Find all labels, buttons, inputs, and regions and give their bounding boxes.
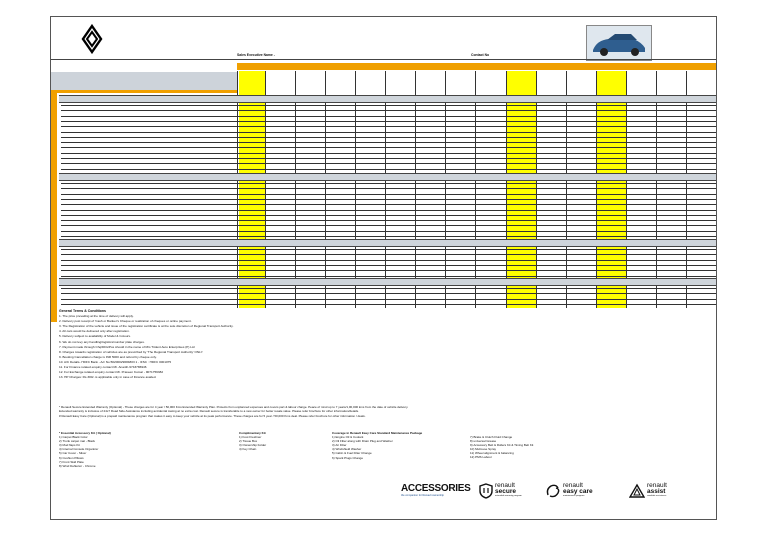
table-row xyxy=(61,153,716,154)
col-line xyxy=(265,71,266,308)
col-line xyxy=(656,71,657,308)
table-row xyxy=(61,288,716,289)
table-row xyxy=(61,231,716,232)
sales-executive-label: Sales Executive Name - xyxy=(237,53,275,57)
assist-word-1: renault xyxy=(647,482,667,489)
table-row xyxy=(61,210,716,211)
assist-triangle-icon xyxy=(629,483,645,499)
list-item: 2) Oil Filter along with Drain Plug and Washer xyxy=(332,439,393,444)
terms-item: 11. For Finance related enquiry contact Mr. Ananth-9743786946 xyxy=(59,365,147,370)
table-row xyxy=(61,276,716,277)
list-item: 4) Key Chain xyxy=(239,447,257,452)
terms-item: 2. Delivery post receipt of 'Cash or Banker's Cheque or realization of cheques or online payment. xyxy=(59,319,192,324)
table-row xyxy=(61,299,716,300)
table-row xyxy=(61,105,716,106)
warranty-notes xyxy=(59,405,709,418)
section-band xyxy=(59,95,716,103)
list-item: 2) Tissue Box xyxy=(239,439,258,444)
col-line xyxy=(325,71,326,308)
col-line xyxy=(566,71,567,308)
table-row xyxy=(61,199,716,200)
col-line xyxy=(596,71,597,308)
highlight-column-3 xyxy=(596,71,626,308)
col-line xyxy=(355,71,356,308)
section-band xyxy=(59,278,716,286)
terms-item: 8. Charges towards registration of vehicles are as prescribed by 'The Regional Transport Authority' ONLY. xyxy=(59,349,204,354)
terms-item: 10. A/C Details- HDFC Bank - A/c No:50200029684803 1 - IFSC : HDFC 0001075 xyxy=(59,359,172,364)
accessory-kit-list xyxy=(59,431,234,468)
terms-item: 13. HP Charges: Rs.300/- is applicable only in case of Finance availed. xyxy=(59,375,157,380)
list-item: 1) Engine Oil & Coolant xyxy=(332,435,364,440)
list-item: 11) Wheel alignment & balancing xyxy=(470,451,514,456)
table-row xyxy=(61,220,716,221)
col-line xyxy=(295,71,296,308)
col-line xyxy=(506,71,507,308)
list-item: 4) Windshield Washer xyxy=(332,447,362,452)
secure-word-1: renault xyxy=(495,482,515,489)
terms-title: General Terms & Conditions xyxy=(59,309,106,313)
section-band xyxy=(59,173,716,181)
col-line xyxy=(475,71,476,308)
easy-word-1: renault xyxy=(563,482,583,489)
terms-item: 12. For Exchange related enquiry contact Mr. Praveen Kumar - 9071759382 xyxy=(59,370,164,375)
table-row xyxy=(61,126,716,127)
easy-tagline: maintenance program xyxy=(563,495,585,497)
accessories-tagline: the companion for Renault ownership xyxy=(401,494,444,497)
note-line: # Renault Easy Care (Optional) is a prepaid maintenance program that makes it easy to keep your vehicle at its peak performance. These charges are for 5 year / 50,000 Kms deal. Please refer brochure for other information / deals. xyxy=(59,413,366,418)
highlight-column-2 xyxy=(506,71,536,308)
accessories-wordmark: ACCESSORIES xyxy=(401,483,471,494)
table-row xyxy=(61,147,716,148)
list-item: 2) Trunk carpet mat - Black xyxy=(59,439,96,444)
table-row xyxy=(61,169,716,170)
list-item: 10) Multi-use Spray xyxy=(470,447,497,452)
secure-word-2: secure xyxy=(495,488,516,495)
table-row xyxy=(61,142,716,143)
highlight-column-1 xyxy=(239,71,265,308)
complimentary-kit-list xyxy=(239,431,329,451)
table-row xyxy=(61,121,716,122)
table-row xyxy=(61,132,716,133)
col-line xyxy=(536,71,537,308)
assist-tagline: roadside assistance xyxy=(647,495,667,497)
table-row xyxy=(61,194,716,195)
list-item: 6) Spark Plugs Change xyxy=(332,455,364,460)
col-line xyxy=(385,71,386,308)
assist-word-2: assist xyxy=(647,488,666,495)
easy-word-2: easy care xyxy=(563,488,593,495)
section-band xyxy=(59,239,716,247)
table-row xyxy=(61,158,716,159)
easy-care-list xyxy=(332,431,472,460)
terms-and-conditions xyxy=(59,309,709,380)
list-item: 8) Wind Deflector - Chrome xyxy=(59,463,96,468)
table-row xyxy=(61,304,716,305)
table-row xyxy=(61,163,716,164)
table-row xyxy=(61,215,716,216)
table-row xyxy=(61,204,716,205)
terms-item: 4. All cars would be delivered only after registration. xyxy=(59,329,130,334)
header-gray-cell xyxy=(51,72,237,90)
col-line xyxy=(237,71,238,308)
list-item: 1) Foot Freshner xyxy=(239,435,262,440)
table-row xyxy=(61,265,716,266)
list-item: 3) Mud flaps Kit xyxy=(59,443,80,448)
note-line: Extended warranty is inclusive of 24x7 Road Side Assistance including accidental towing at no extra cost. Renault secure is transferable to a new owner for better resale value. Please refer brochure for other information/details. xyxy=(59,409,359,414)
renault-logo-icon xyxy=(79,24,105,54)
list-item: 12) PMS Labour xyxy=(470,455,492,460)
note-line: * Renault Secure Extended Warranty (Optional) - These charges are for 4 year / 50,000 Kms Extended Warranty Plan. Protects from unplanned expenses and covers part & labour charge. Peace of mind up to 7 years/1,00,000 kms from the date of vehicle delivery. xyxy=(59,405,409,409)
complimentary-kit-title: Complimentary Kit xyxy=(239,431,266,435)
table-header-underline xyxy=(51,90,237,93)
table-row xyxy=(61,270,716,271)
list-item: 7) Front Skid Plate xyxy=(59,459,84,464)
terms-item: 3. The Registration of the vehicle and issue of the registration certificate is at the sole discretion of Regional Transport Authority. xyxy=(59,324,234,329)
header-orange-band xyxy=(237,63,716,70)
table-row xyxy=(61,183,716,184)
col-line xyxy=(626,71,627,308)
car-image xyxy=(586,25,652,61)
terms-item: 1. The price prevailing at the time of delivery will apply. xyxy=(59,314,134,319)
table-row xyxy=(61,254,716,255)
table-left-spine xyxy=(51,90,57,322)
table-row xyxy=(61,225,716,226)
table-row xyxy=(61,260,716,261)
list-item: 3) Ownership Folder xyxy=(239,443,267,448)
list-item: 1) Carpet Black Color xyxy=(59,435,88,440)
contact-number-label: Contact No xyxy=(471,53,490,57)
list-item: 8) universal Grease xyxy=(470,439,497,444)
secure-tagline: extended warranty program xyxy=(495,495,522,497)
easy-care-icon xyxy=(545,483,561,499)
renault-easy-care-logo xyxy=(563,483,619,498)
table-row xyxy=(61,236,716,237)
terms-item: 5. Delivery subject to availability of Model & Colours. xyxy=(59,334,131,339)
table-row xyxy=(61,116,716,117)
col-line xyxy=(445,71,446,308)
table-row xyxy=(61,188,716,189)
terms-item: 9. Booking Cancellation charge is INR 5000 and refund by cheque only. xyxy=(59,354,157,359)
accessories-logo xyxy=(401,483,469,497)
easy-care-title: Coverage in Renault Easy Care Standard Maintenance Package xyxy=(332,431,423,435)
list-item: 5) Cabin & Fuel Filter Change xyxy=(332,451,372,456)
shield-icon xyxy=(479,483,493,499)
easy-care-list-2 xyxy=(470,435,610,460)
table-row xyxy=(61,110,716,111)
terms-item: 7. Payment made through Chq/DDs/Pos should in the name of M/s Trident Auto Enterprises (P) Ltd xyxy=(59,344,195,349)
terms-item: 6. We do not levy any handling/logistics/number plate charges. xyxy=(59,339,145,344)
price-sheet xyxy=(50,16,717,520)
table-row xyxy=(61,249,716,250)
list-item: 9) Accessory Belt & Rollers Kit & Timing Belt Kit xyxy=(470,443,534,448)
list-item: 3) Air Filter xyxy=(332,443,347,448)
col-line xyxy=(415,71,416,308)
header-divider xyxy=(51,59,716,60)
list-item: 4) Internal Console Organizer xyxy=(59,447,99,452)
table-row xyxy=(61,293,716,294)
table-row xyxy=(61,137,716,138)
accessory-kit-title: * Essential Accessory Kit ( Optional) xyxy=(59,431,111,435)
col-line xyxy=(686,71,687,308)
list-item: 7) Brake & Clutch Fluid Change xyxy=(470,435,513,439)
list-item: 5) Car Cover - Silver xyxy=(59,451,87,456)
renault-assist-logo xyxy=(647,483,693,498)
list-item: 6) Cushion Pillows xyxy=(59,455,84,460)
renault-secure-logo xyxy=(495,483,541,498)
